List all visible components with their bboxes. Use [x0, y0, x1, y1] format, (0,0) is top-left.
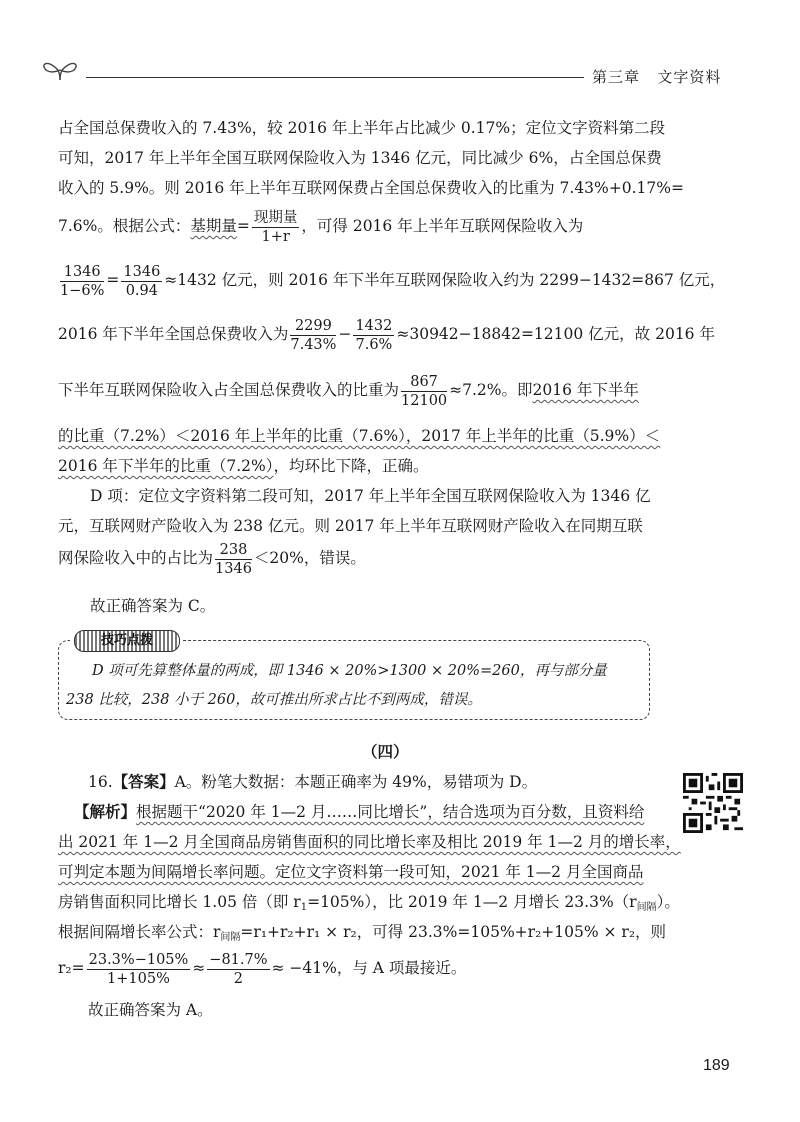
fraction [353, 317, 394, 354]
text-span: 下半年互联网保险收入占全国总保费收入的比重为 [58, 381, 400, 399]
section-heading: （四） [362, 742, 409, 761]
analysis-tag: 【解析】 [74, 802, 137, 821]
emphasis-line: 出 2021 年 1—2 月全国商品房销售面积的同比增长率及相比 2019 年 1—2 月的增长率， [58, 833, 681, 851]
text-span: ，可得 2016 年上半年互联网保险收入为 [301, 217, 584, 235]
formula-line [58, 372, 639, 410]
text-span: r₂= [58, 959, 85, 977]
text-span: 可判定本题为间隔增长率问题。定位文字资料第一段可知，2021 年 1—2 月全国商品 [58, 863, 644, 881]
chapter-header [592, 66, 721, 87]
text-span: =r₁+r₂+r₁ × r₂，可得 23.3%=105%+r₂+105% × r₂，则 [240, 923, 667, 941]
denominator: 0.94 [125, 282, 158, 299]
analysis-line [74, 802, 644, 822]
text-span: ≈30942−18842=12100 亿元，故 2016 年 [396, 325, 715, 343]
text-span: ≈7.2%。即 [449, 381, 533, 399]
qr-code-icon[interactable] [683, 773, 743, 833]
denominator: 7.6% [355, 336, 393, 353]
numerator: 现期量 [253, 209, 298, 226]
text-span: 房销售面积同比增长 1.05 倍（即 r [58, 893, 301, 911]
emphasis-span: 2016 年下半年的比重（7.2%） [58, 457, 274, 475]
text-line: 可知，2017 年上半年全国互联网保险收入为 1346 亿元，同比减少 6%，占全国总保费 [58, 149, 662, 167]
text-span: 根据间隔增长率公式：r [58, 923, 221, 941]
text-line [58, 456, 429, 476]
numerator: 2299 [290, 317, 336, 336]
denominator: 2 [233, 970, 244, 987]
answer-line: 故正确答案为 C。 [90, 597, 216, 615]
text-span: A。粉笔大数据：本题正确率为 49%，易错项为 D。 [174, 773, 538, 791]
text-line [58, 862, 643, 882]
numerator: −81.7% [209, 951, 268, 968]
text-line: D 项：定位文字资料第二段可知，2017 年上半年全国互联网保险收入为 1346 亿 [90, 487, 651, 505]
numerator: 867 [401, 373, 447, 392]
numerator: 23.3%−105% [88, 951, 189, 968]
tip-line: 238 比较，238 小于 260，故可推出所求占比不到两成，错误。 [66, 692, 482, 708]
subscript: 1 [300, 902, 308, 913]
formula-line [58, 540, 366, 578]
approx-sign: ≈ [192, 959, 206, 977]
emphasis-line: 的比重（7.2%）＜2016 年上半年的比重（7.6%），2017 年上半年的比重（5.9%）＜ [58, 427, 661, 445]
text-line [58, 892, 680, 918]
text-line [58, 922, 666, 948]
fraction [60, 263, 104, 300]
numerator: 1432 [355, 317, 393, 334]
denominator: 1346 [215, 560, 252, 577]
formula-line [58, 316, 715, 354]
text-span: 7.6%。根据公式： [58, 217, 191, 235]
tip-line: D 项可先算整体量的两成，即 1346 × 20%>1300 × 20%=260，再与部分量 [92, 663, 607, 679]
text-span: ＜20%，错误。 [253, 549, 366, 567]
numerator: 1346 [60, 263, 104, 282]
text-span: 根据题干“2020 年 1—2 月……同比增长”，结合选项为百分数，且资料给 [136, 803, 645, 821]
numerator: 1346 [123, 263, 161, 280]
text-span: ）。 [656, 893, 680, 911]
subscript: 间隔 [636, 902, 657, 913]
answer-line: 故正确答案为 A。 [88, 1001, 213, 1019]
answer-tag: 【答案】 [112, 772, 175, 791]
fraction [252, 209, 300, 246]
denominator: 12100 [401, 392, 448, 409]
text-line: 占全国总保费收入的 7.43%，较 2016 年上半年占比减少 0.17%；定位文字资料第二段 [58, 119, 666, 137]
text-span: ≈1432 亿元，则 2016 年下半年互联网保险收入约为 2299−1432=867 亿元， [164, 271, 726, 289]
fraction [290, 317, 336, 354]
equals-sign: = [236, 217, 250, 235]
header-rule [86, 77, 584, 78]
page-number: 189 [703, 1057, 730, 1074]
denominator: 1+105% [107, 970, 170, 987]
fraction [121, 263, 162, 300]
base-quantity-term: 基期量 [190, 217, 237, 235]
fraction [401, 373, 447, 410]
subscript: 间隔 [220, 932, 241, 943]
text-span: 网保险收入中的占比为 [58, 549, 214, 567]
question-number: 16. [88, 773, 113, 791]
text-span: 2016 年下半年全国总保费收入为 [58, 325, 289, 343]
denominator: 7.43% [290, 336, 337, 353]
formula-line [58, 262, 725, 300]
minus-sign: − [338, 325, 352, 343]
text-line: 元，互联网财产险收入为 238 亿元。则 2017 年上半年互联网财产险收入在同期互联 [58, 517, 643, 535]
denominator: 1+r [261, 228, 290, 245]
emphasis-span: 2016 年下半年 [532, 381, 639, 399]
text-span: =105%），比 2019 年 1—2 月增长 23.3%（r [307, 893, 637, 911]
text-line: 收入的 5.9%。则 2016 年上半年互联网保费占全国总保费收入的比重为 7.43%+0.17%= [58, 179, 684, 197]
formula-line [58, 950, 466, 988]
chapter-number: 第三章 [592, 68, 641, 86]
text-span: ，均环比下降，正确。 [273, 457, 429, 475]
text-span: ≈ −41%，与 A 项最接近。 [271, 959, 467, 977]
fraction [207, 951, 269, 988]
answer-line [88, 772, 537, 792]
tip-label [70, 628, 182, 652]
leaf-icon [40, 56, 80, 82]
fraction [87, 951, 191, 988]
numerator: 238 [215, 541, 252, 560]
equals-sign: = [106, 271, 120, 289]
chapter-title: 文字资料 [657, 68, 722, 86]
denominator: 1−6% [60, 282, 105, 299]
formula-line [58, 208, 583, 246]
tip-label-text: 技巧点拨 [74, 630, 180, 652]
fraction [215, 541, 252, 578]
